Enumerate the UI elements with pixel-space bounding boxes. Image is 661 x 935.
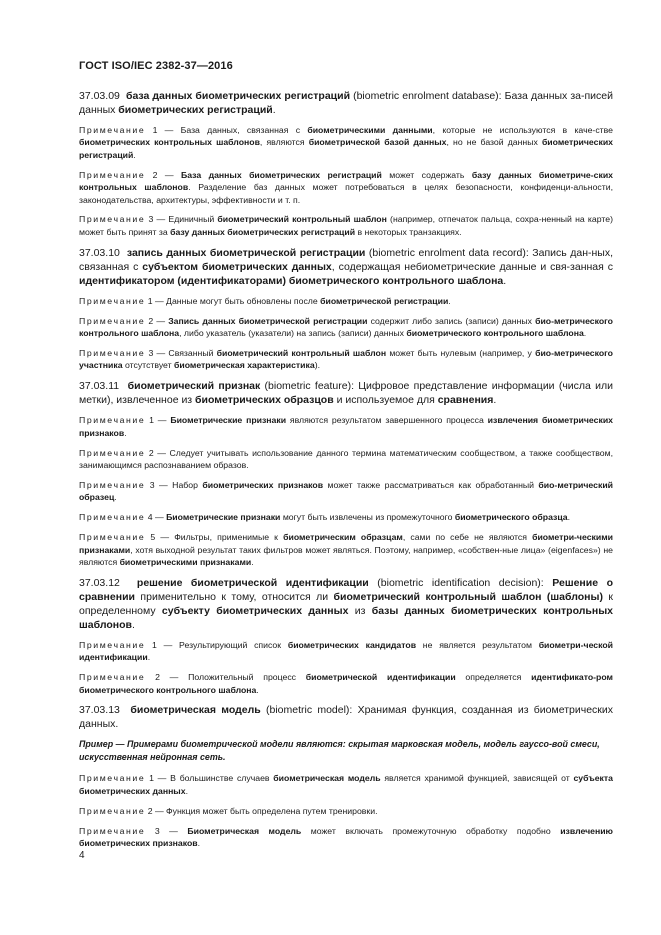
note: Примечание 4 — Биометрические признаки могут быть извлечены из промежуточного биометрического образца. bbox=[79, 512, 571, 523]
document-header: ГОСТ ISO/IEC 2382-37—2016 bbox=[79, 60, 233, 72]
note-label: Примечание bbox=[79, 532, 146, 543]
term-entry-37-03-09 bbox=[79, 89, 613, 117]
note: Примечание 3 — Набор биометрических признаков может также рассматриваться как обработанный био-метрический образец. bbox=[79, 479, 613, 503]
note: Примечание 2 — Функция может быть определена путем тренировки. bbox=[79, 805, 378, 816]
entry-number: 37.03.09 bbox=[79, 90, 120, 102]
note: Примечание 3 — Связанный биометрический контрольный шаблон может быть нулевым (например, у био-метрического участника отсутствует биометрическая характеристика). bbox=[79, 347, 613, 371]
term-entry-37-03-10 bbox=[79, 246, 613, 288]
note-label: Примечание bbox=[79, 512, 146, 523]
term-entry-37-03-11: 37.03.11 биометрический признак (biometric feature): Цифровое представление информации (числа или метки), извлеченное из биометрических образцов и используемое для сравнения. bbox=[79, 380, 613, 407]
entry-definition: (biometric enrolment data record): Запись дан-ных, связанная с субъектом биометрических данных, содержащая небиометрические данные и свя-занная с идентификатором (идентификаторами) биометрического контрольного шаблона. bbox=[79, 246, 614, 287]
note-label: Примечание bbox=[79, 415, 146, 426]
note-label: Примечание bbox=[79, 447, 146, 458]
entry-definition: (biometric enrolment database): База данных за-писей данных биометрических регистраций. bbox=[79, 90, 614, 116]
note-label: Примечание bbox=[79, 315, 146, 326]
note-label: Примечание bbox=[79, 169, 146, 180]
note-label: Примечание bbox=[79, 773, 146, 784]
term-entry-37-03-13: 37.03.13 биометрическая модель (biometric model): Хранимая функция, созданная из биометрических данных. bbox=[79, 704, 613, 731]
note-label: Примечание bbox=[79, 347, 146, 358]
note: Примечание 1 — База данных, связанная с биометрическими данными, которые не используются в каче-стве биометрических контрольных шаблонов, являются биометрической базой данных, но не базой данных биометрических регистраций. bbox=[79, 125, 613, 160]
note-label: Примечание bbox=[79, 295, 146, 306]
note-label: Примечание bbox=[79, 805, 146, 816]
example: Пример — Примерами биометрической модели являются: скрытая марковская модель, модель гауссо-вой смеси, искусственная нейронная сеть. bbox=[79, 739, 600, 762]
note: Примечание 1 — Данные могут быть обновлены после биометрической регистрации. bbox=[79, 295, 451, 306]
note: Примечание 3 — Биометрическая модель может включать промежуточную обработку подобно извлечению биометрических признаков. bbox=[79, 825, 613, 848]
note-label: Примечание bbox=[79, 125, 146, 135]
note: Примечание 1 — Биометрические признаки являются результатом завершенного процесса извлечения биометрических признаков. bbox=[79, 415, 613, 438]
entry-term: запись данных биометрической регистрации bbox=[126, 246, 366, 259]
note: Примечание 5 — Фильтры, применимые к биометрическим образцам, сами по себе не являются биометри-ческими признаками, хотя выходной результат таких фильтров может являться. Поэтому, например, «собствен-ные лица» (eigenfaces») не являются биометрическими признаками. bbox=[79, 532, 613, 567]
term-entry-37-03-12: 37.03.12 решение биометрической идентификации (biometric identification decision): Решение о сравнении применительно к тому, относится ли биометрический контрольный шаблон (шаблоны) к определенному субъекту биометрических данных из базы данных биометрических контрольных шаблонов. bbox=[79, 576, 614, 631]
note-label: Примечание bbox=[79, 479, 146, 490]
note: Примечание 1 — В большинстве случаев биометрическая модель является хранимой функцией, зависящей от субъекта биометрических данных. bbox=[79, 773, 613, 796]
entry-term: база данных биометрических регистраций bbox=[125, 90, 351, 102]
note-label: Примечание bbox=[79, 672, 146, 683]
note: Примечание 2 — База данных биометрических регистраций может содержать базу данных биометриче-ских контрольных шаблонов. Разделение баз данных может потребоваться в целях безопасности, конфиденци-альности, законодательства, архитектуры, эффективности и т. п. bbox=[79, 169, 613, 205]
note-label: Примечание bbox=[79, 214, 146, 225]
note-label: Примечание bbox=[79, 825, 146, 836]
document-body bbox=[79, 89, 613, 857]
note: Примечание 3 — Единичный биометрический контрольный шаблон (например, отпечаток пальца, сохра-ненный на карте) может быть принят за базу данных биометрических регистраций в некоторых транзакциях. bbox=[79, 214, 613, 237]
note: Примечание 2 — Следует учитывать использование данного термина математическим сообществом, а также сообществом, занимающимся распознаванием образов. bbox=[79, 447, 613, 470]
note: Примечание 2 — Положительный процесс биометрической идентификации определяется идентификато-ром биометрического контрольного шаблона. bbox=[79, 672, 613, 695]
note: Примечание 2 — Запись данных биометрической регистрации содержит либо запись (записи) данных био-метрического контрольного шаблона, либо указатель (указатели) на запись (записи) данных биометрического контрольного шаблона. bbox=[79, 315, 613, 339]
page-number: 4 bbox=[79, 850, 85, 861]
note: Примечание 1 — Результирующий список биометрических кандидатов не является результатом биометри-ческой идентификации. bbox=[79, 639, 613, 663]
entry-number: 37.03.10 bbox=[79, 246, 120, 259]
note-label: Примечание bbox=[79, 639, 146, 650]
